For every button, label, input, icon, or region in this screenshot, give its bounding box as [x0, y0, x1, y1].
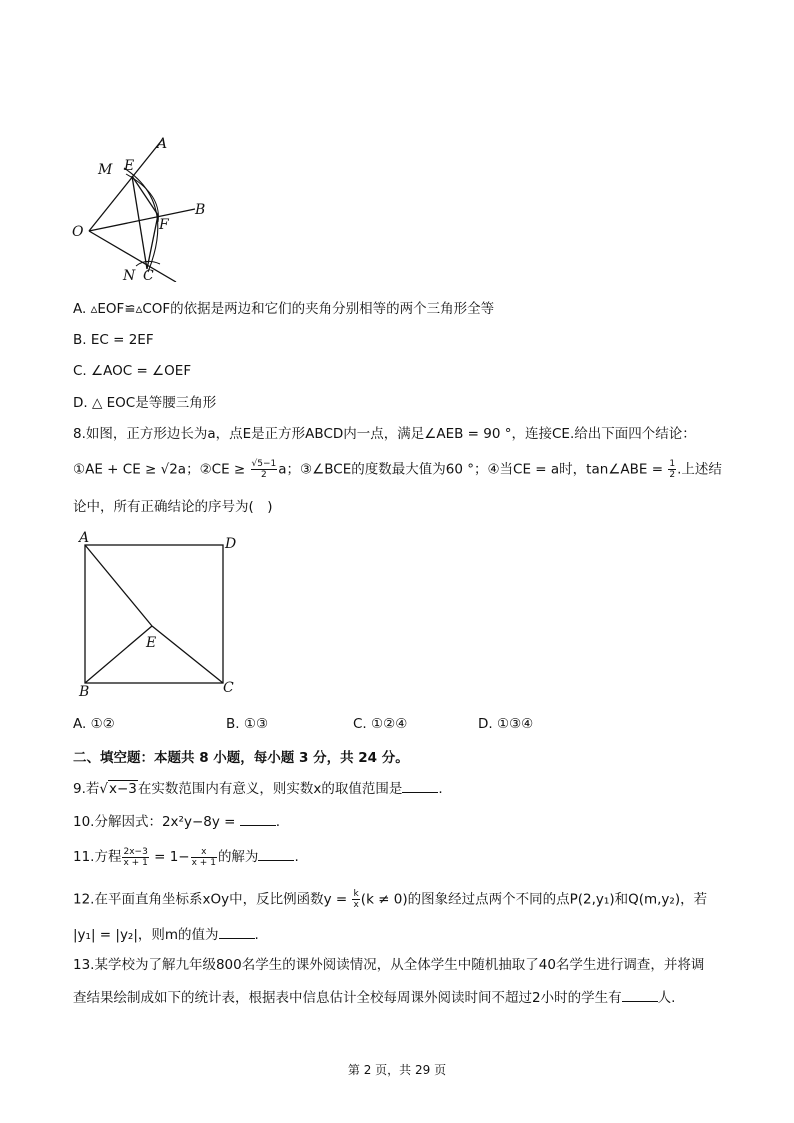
q9-end: . [438, 781, 443, 797]
label-C2: C [223, 680, 234, 696]
q11-f2-den: x + 1 [191, 857, 216, 868]
q8-stem-line2 [73, 459, 722, 480]
q7-option-a: A. ▵EOF≌▵COF的依据是两边和它们的夹角分别相等的两个三角形全等 [73, 301, 495, 317]
q9-pre: 9.若 [73, 781, 100, 797]
label-D2: D [225, 536, 237, 552]
q10-text: 10.分解因式：2x²y−8y = [73, 814, 240, 830]
q11-f1-den: x + 1 [123, 857, 148, 868]
q8-line2-part3: .上述结 [677, 461, 722, 478]
q12-fraction [352, 889, 359, 910]
q8-fraction-1 [251, 459, 278, 480]
q9-answer-blank[interactable] [402, 778, 438, 793]
label-B: B [195, 202, 206, 218]
label-E: E [124, 158, 135, 174]
q11-answer-blank[interactable] [258, 846, 294, 861]
q8-fraction-2 [668, 459, 676, 480]
label-O: O [72, 224, 84, 240]
section-heading-fill-blank: 二、填空题：本题共 8 小题，每小题 3 分，共 24 分。 [73, 750, 409, 766]
question-12-line2 [73, 924, 259, 945]
q7-option-b: B. EC = 2EF [73, 332, 154, 348]
q11-f2-num: x [191, 847, 217, 858]
page-footer: 第 2 页，共 29 页 [347, 1063, 447, 1077]
q8-line2-part2: a；③∠BCE的度数最大值为60 °；④当CE = a时，tan∠ABE = [278, 461, 668, 478]
q12-line2: |y₁| = |y₂|，则m的值为 [73, 927, 219, 943]
q12-answer-blank[interactable] [219, 924, 255, 939]
q8-frac2-num: 1 [669, 459, 676, 469]
q13-end: 人. [657, 990, 676, 1006]
question-9 [73, 778, 443, 799]
q8-stem-line3: 论中，所有正确结论的序号为( ) [73, 499, 273, 515]
q9-radicand: x−3 [109, 781, 137, 797]
question-12-line1 [73, 889, 707, 910]
q11-fraction-1 [122, 847, 148, 868]
label-C: C [143, 268, 154, 282]
q11-end: . [294, 849, 299, 865]
question-11 [73, 846, 299, 868]
q12-end: . [254, 927, 259, 943]
q11-fraction-2 [191, 847, 217, 868]
q8-frac2-den: 2 [669, 470, 676, 480]
q11-post: 的解为 [217, 849, 259, 865]
q8-option-b: B. ①③ [226, 716, 269, 732]
q11-mid: = 1− [149, 849, 190, 865]
label-F: F [159, 217, 169, 233]
q7-option-c: C. ∠AOC = ∠OEF [73, 363, 192, 379]
figure-angle-construction [66, 132, 216, 282]
question-10 [73, 811, 280, 832]
q12-post: (k ≠ 0)的图象经过点两个不同的点P(2,y₁)和Q(m,y₂)，若 [360, 891, 708, 908]
q12-pre: 12.在平面直角坐标系xOy中，反比例函数y = [73, 891, 352, 908]
figure-square-abcd [72, 530, 247, 700]
q7-option-d: D. △ EOC是等腰三角形 [73, 395, 217, 411]
label-B2: B [79, 684, 90, 700]
q11-pre: 11.方程 [73, 849, 122, 865]
q10-answer-blank[interactable] [240, 811, 276, 826]
label-E2: E [146, 635, 157, 651]
label-A: A [157, 136, 168, 152]
label-N: N [123, 268, 136, 282]
q8-option-a: A. ①② [73, 716, 115, 732]
question-13-line2 [73, 987, 675, 1008]
q8-option-d: D. ①③④ [478, 716, 534, 732]
q9-post: 在实数范围内有意义，则实数x的取值范围是 [137, 781, 403, 797]
q12-f-den: x [353, 900, 359, 910]
q11-f1-num: 2x−3 [123, 846, 148, 857]
q13-line2: 查结果绘制成如下的统计表，根据表中信息估计全校每周课外阅读时间不超过2小时的学生有 [73, 990, 622, 1006]
q8-stem-line1: 8.如图，正方形边长为a，点E是正方形ABCD内一点，满足∠AEB = 90 °，连接CE.给出下面四个结论： [73, 426, 696, 442]
label-M: M [98, 162, 113, 178]
q12-f-num: k [353, 889, 359, 899]
q8-frac1-den: 2 [261, 470, 267, 480]
q8-line2-part1: ①AE + CE ≥ √2a；②CE ≥ [73, 461, 250, 478]
q13-answer-blank[interactable] [622, 987, 658, 1002]
question-13-line1: 13.某学校为了解九年级800名学生的课外阅读情况，从全体学生中随机抽取了40名学生进行调查，并将调 [73, 957, 705, 973]
q9-radical-sign: √ [99, 781, 108, 797]
label-A2: A [79, 530, 90, 546]
q10-end: . [275, 814, 281, 830]
q8-frac1-num: √5−1 [251, 459, 277, 469]
q8-option-c: C. ①②④ [353, 716, 408, 732]
